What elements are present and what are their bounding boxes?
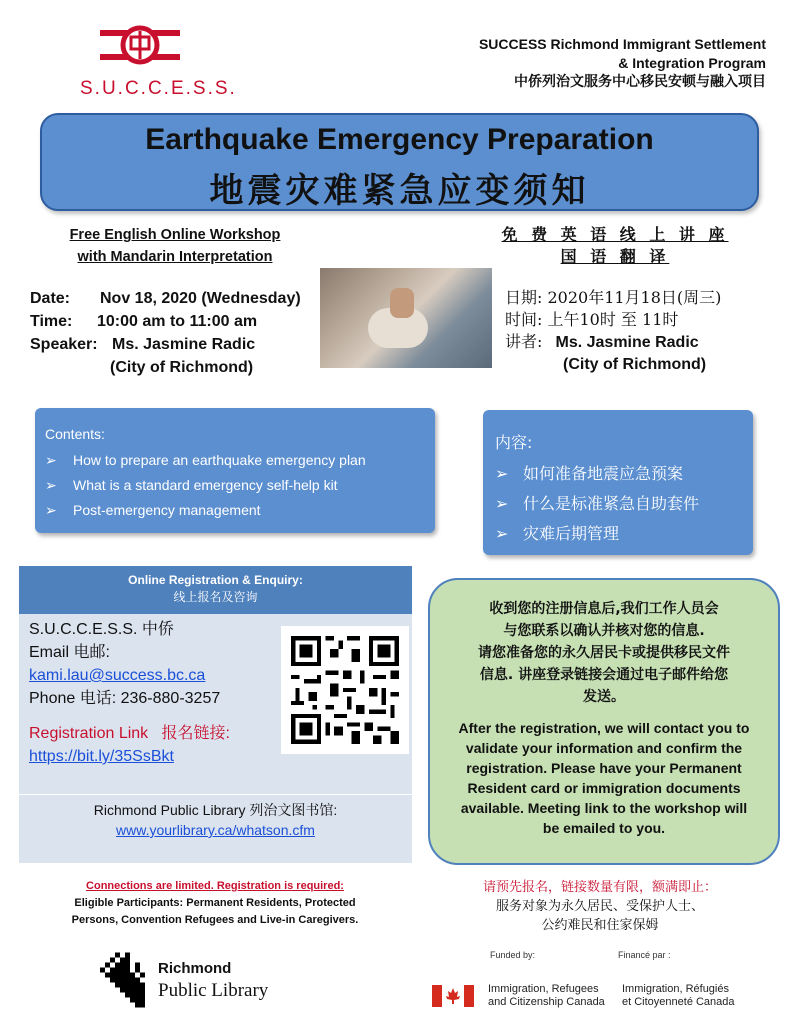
event-details-english [30,287,301,379]
ircc-en-line-1: Immigration, Refugees [488,983,599,995]
eligibility-notice [20,878,410,929]
header-line-3: 中侨列治文服务中心移民安顿与融入项目 [514,74,766,90]
list-item [45,498,435,523]
workshop-en-line-2: with Mandarin Interpretation [77,249,273,265]
note-chinese [430,598,778,708]
note-zh-line: 与您联系以确认并核对您的信息. [503,623,705,639]
library-logo-icon [100,952,150,1008]
contents-chinese-box [483,410,753,555]
ircc-fr-line-2: et Citoyenneté Canada [622,996,735,1008]
event-details-chinese [505,287,721,376]
ircc-french [622,983,735,1009]
contents-title-zh: 内容: [495,433,533,452]
workshop-title-english [30,224,320,268]
note-zh-line: 信息. 讲座登录链接会通过电子邮件给您 [479,667,729,683]
contents-list-english [45,448,435,523]
list-item [45,448,435,473]
note-en-line: registration. Please have your Permanent [466,760,742,776]
list-item [495,519,753,549]
header-line-2: & Integration Program [618,55,766,71]
arrow-bullet-icon: ➢ [495,494,509,513]
email-label: Email 电邮: [29,644,110,661]
speaker-label: Speaker: [30,336,98,353]
registration-header-zh: 线上报名及咨询 [173,590,258,604]
workshop-en-line-1: Free English Online Workshop [69,227,281,243]
library-name-1: Richmond [158,960,232,977]
speaker-name-zh: Ms. Jasmine Radic [555,334,699,351]
title-english: Earthquake Emergency Preparation [145,123,654,156]
organization-header [426,35,766,92]
time-value: 10:00 am to 11:00 am [97,313,258,330]
workshop-zh-line-2: 国 语 翻 译 [560,247,670,266]
registration-divider [19,794,412,795]
registration-org: S.U.C.C.E.S.S. 中侨 [29,621,174,638]
speaker-label-zh: 讲者: [505,332,543,351]
arrow-bullet-icon: ➢ [45,477,57,493]
registration-contact [29,618,230,768]
arrow-bullet-icon: ➢ [495,464,509,483]
note-en-line: After the registration, we will contact you to [458,720,750,736]
phone-text: Phone 电话: 236-880-3257 [29,690,221,707]
speaker-org-zh: (City of Richmond) [563,356,707,373]
zh-eligible-line-2: 公约难民和住家保姆 [541,918,659,933]
workshop-zh-line-1: 免 费 英 语 线 上 讲 座 [501,225,729,244]
contents-english-box [35,408,435,533]
eligibility-notice-chinese [430,878,770,935]
zh-limited-notice: 请预先报名，链接数量有限，额满即止： [482,880,717,895]
canada-flag-icon [432,985,474,1007]
list-item [495,459,753,489]
date-label: Date: [30,290,71,307]
speaker-org: (City of Richmond) [110,359,254,376]
note-en-line: be emailed to you. [542,820,666,836]
note-en-line: available. Meeting link to the workshop will [460,800,748,816]
arrow-bullet-icon: ➢ [45,502,57,518]
success-logo-text: S.U.C.C.E.S.S. [80,78,237,99]
arrow-bullet-icon: ➢ [45,452,57,468]
note-en-line: validate your information and confirm the [465,740,743,756]
eligible-line-1: Eligible Participants: Permanent Residents, Protected [74,897,356,909]
note-zh-line: 收到您的注册信息后,我们工作人员会 [489,601,719,617]
date-value: Nov 18, 2020 (Wednesday) [100,290,301,307]
zh-eligible-line-1: 服务对象为永久居民、受保护人士、 [495,899,704,914]
note-zh-line: 发送。 [583,689,625,705]
ircc-en-line-2: and Citizenship Canada [488,996,605,1008]
contents-title: Contents: [45,426,105,442]
speaker-name: Ms. Jasmine Radic [112,336,256,353]
note-zh-line: 请您准备您的永久居民卡或提供移民文件 [478,645,730,661]
title-banner [40,113,759,211]
time-zh: 时间: 上午10时 至 11时 [505,310,679,329]
time-label: Time: [30,313,73,330]
library-label: Richmond Public Library 列治文图书馆: [93,802,338,818]
list-item-text: How to prepare an earthquake emergency plan [73,452,366,468]
contents-list-chinese [495,459,753,549]
registration-link[interactable]: https://bit.ly/35SsBkt [29,748,174,765]
registration-link-label: Registration Link [29,725,149,742]
list-item-text: 如何准备地震应急预案 [523,464,684,483]
title-chinese: 地震灾难紧急应变须知 [209,171,590,211]
note-english [430,718,778,838]
arrow-bullet-icon: ➢ [495,524,509,543]
registration-link-label-zh: 报名链接: [161,725,230,742]
eligible-line-2: Persons, Convention Refugees and Live-in Caregivers. [71,914,359,926]
list-item [495,489,753,519]
ircc-fr-line-1: Immigration, Réfugiés [622,983,729,995]
hands-shape [390,288,414,318]
registration-header [19,566,412,614]
workshop-title-chinese [480,224,750,268]
list-item [45,473,435,498]
success-logo-icon [100,22,180,68]
funded-by-label: Funded by: [490,950,536,960]
email-link[interactable]: kami.lau@success.bc.ca [29,667,206,684]
registration-panel [19,566,412,863]
registration-note [428,578,780,865]
qr-code-icon[interactable] [281,626,409,754]
list-item-text: What is a standard emergency self-help kit [73,477,338,493]
library-link[interactable]: www.yourlibrary.ca/whatson.cfm [116,822,315,838]
library-info [19,800,412,840]
header-line-1: SUCCESS Richmond Immigrant Settlement [478,36,766,52]
list-item-text: 什么是标准紧急自助套件 [523,494,700,513]
list-item-text: 灾难后期管理 [523,524,620,543]
date-zh: 日期: 2020年11月18日(周三) [505,288,722,307]
registration-header-en: Online Registration & Enquiry: [128,573,303,587]
limited-notice: Connections are limited. Registration is required: [86,880,344,892]
richmond-library-logo [100,952,300,1012]
cpr-training-photo [320,268,492,368]
finance-par-label: Financé par : [618,950,671,960]
note-en-line: Resident card or immigration documents [467,780,741,796]
library-name-2: Public Library [158,980,269,1001]
ircc-english [488,983,605,1009]
list-item-text: Post-emergency management [73,502,261,518]
